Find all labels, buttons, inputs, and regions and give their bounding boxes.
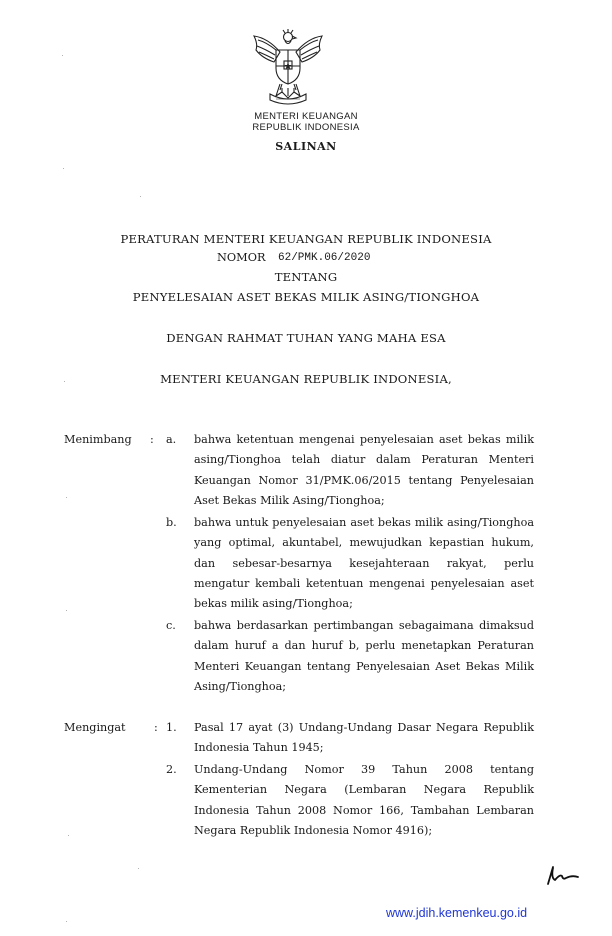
menimbang-item-a: bahwa ketentuan mengenai penyelesaian aset bekas milik asing/Tionghoa telah diatur dalam Peraturan Menteri Keuangan Nomor 31/PMK.06/2015 tentang Penyelesaian Aset Bekas Milik Asing/Tionghoa; bbox=[194, 433, 534, 507]
garuda-pancasila-emblem bbox=[246, 28, 330, 108]
mengingat-label: Mengingat bbox=[64, 721, 126, 734]
ministry-name: MENTERI KEUANGAN bbox=[254, 111, 358, 122]
menimbang-label: Menimbang bbox=[64, 433, 132, 446]
issuing-authority: MENTERI KEUANGAN REPUBLIK INDONESIA, bbox=[160, 372, 452, 386]
menimbang-item-b: bahwa untuk penyelesaian aset bekas milik asing/Tionghoa yang optimal, akuntabel, mewujudkan kepastian hukum, dan sebesar-besarnya kesejahteraan rakyat, perlu mengatur kembali ketentuan mengenai penyelesaian aset bekas milik asing/Tionghoa; bbox=[194, 516, 534, 611]
tentang-label: TENTANG bbox=[274, 270, 338, 284]
item-marker: b. bbox=[166, 516, 177, 529]
menimbang-item-c: bahwa berdasarkan pertimbangan sebagaimana dimaksud dalam huruf a dan huruf b, perlu menetapkan Peraturan Menteri Keuangan tentang Penyelesaian Aset Bekas Milik Asing/Tionghoa; bbox=[194, 619, 534, 693]
item-marker: 1. bbox=[166, 721, 177, 734]
mengingat-section bbox=[64, 718, 534, 848]
item-marker: a. bbox=[166, 433, 177, 446]
salinan-stamp: SALINAN bbox=[275, 140, 337, 153]
item-marker: 2. bbox=[166, 763, 177, 776]
item-marker: c. bbox=[166, 619, 176, 632]
menimbang-section bbox=[64, 430, 534, 700]
nomor-value: 62/PMK.06/2020 bbox=[278, 252, 371, 264]
invocation: DENGAN RAHMAT TUHAN YANG MAHA ESA bbox=[166, 331, 446, 345]
nomor-label: NOMOR bbox=[217, 251, 266, 264]
mengingat-item-1: Pasal 17 ayat (3) Undang-Undang Dasar Negara Republik Indonesia Tahun 1945; bbox=[194, 721, 534, 755]
menimbang-colon: : bbox=[150, 433, 154, 446]
paraf-signature bbox=[544, 864, 580, 886]
jdih-website-link[interactable]: www.jdih.kemenkeu.go.id bbox=[386, 906, 528, 920]
regulation-subject: PENYELESAIAN ASET BEKAS MILIK ASING/TIONGHOA bbox=[132, 290, 480, 304]
mengingat-colon: : bbox=[154, 721, 158, 734]
mengingat-item-2: Undang-Undang Nomor 39 Tahun 2008 tentang Kementerian Negara (Lembaran Negara Republik Indonesia Tahun 2008 Nomor 166, Tambahan Lembaran Negara Republik Indonesia Nomor 4916); bbox=[194, 763, 534, 837]
ministry-country: REPUBLIK INDONESIA bbox=[252, 122, 360, 133]
regulation-title: PERATURAN MENTERI KEUANGAN REPUBLIK INDONESIA bbox=[120, 232, 492, 246]
